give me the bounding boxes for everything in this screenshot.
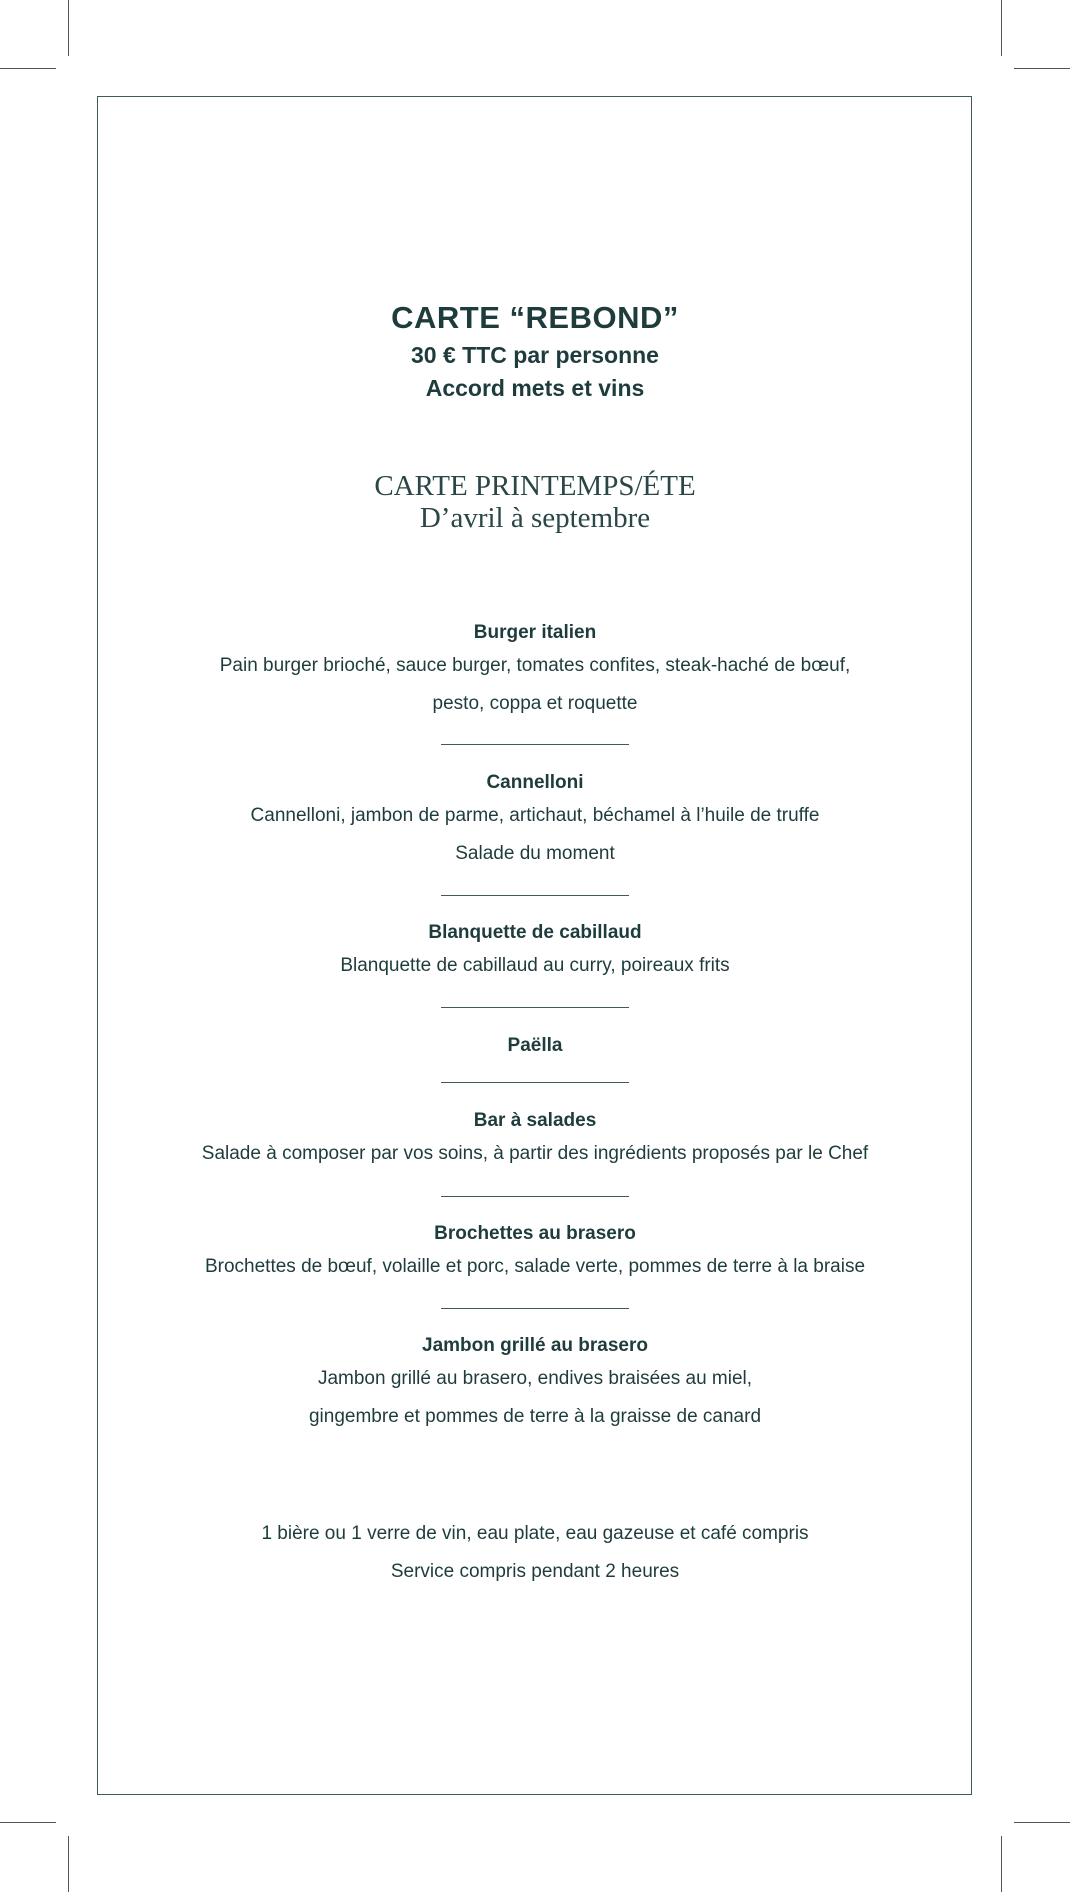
footer-service-duration: Service compris pendant 2 heures [390,1560,680,1582]
dish-name: Blanquette de cabillaud [428,922,642,943]
dish-description-line: Salade du moment [455,842,615,864]
crop-mark-top-left-vertical [68,0,69,56]
crop-mark-bottom-left-horizontal [0,1822,56,1823]
dish-item [0,1032,1070,1060]
dish-item [0,1107,1070,1173]
crop-mark-bottom-left-vertical [68,1836,69,1892]
dish-name: Brochettes au brasero [434,1223,636,1244]
dish-item [0,1220,1070,1286]
crop-mark-bottom-right-horizontal [1014,1822,1070,1823]
crop-mark-bottom-right-vertical [1001,1836,1002,1892]
dish-item [0,619,1070,722]
dish-description-line: Pain burger brioché, sauce burger, tomates confites, steak-haché de bœuf, [219,655,851,676]
dish-name: Paëlla [507,1035,563,1056]
dish-item [0,919,1070,985]
footer-drinks-included: 1 bière ou 1 verre de vin, eau plate, eau gazeuse et café compris [261,1523,809,1544]
dish-name: Jambon grillé au brasero [422,1335,648,1356]
season-period: D’avril à septembre [419,502,651,534]
dish-description-line: Brochettes de bœuf, volaille et porc, salade verte, pommes de terre à la braise [204,1256,866,1277]
dish-description-line: Blanquette de cabillaud au curry, poireaux frits [340,955,730,976]
menu-price: 30 € TTC par personne [411,342,659,368]
menu-pairing: Accord mets et vins [425,375,645,401]
crop-mark-top-right-vertical [1001,0,1002,56]
dish-divider [441,895,629,896]
dish-description-line: Cannelloni, jambon de parme, artichaut, béchamel à l’huile de truffe [250,805,820,826]
dish-item [0,1332,1070,1435]
dish-divider [441,744,629,745]
menu-footer [0,1515,1070,1590]
dish-item [0,769,1070,872]
dish-divider [441,1082,629,1083]
season-name: CARTE PRINTEMPS/ÉTE [374,470,696,502]
dish-divider [441,1196,629,1197]
dish-name: Bar à salades [473,1110,597,1131]
dish-name: Burger italien [473,622,597,643]
crop-mark-top-right-horizontal [1014,68,1070,69]
dish-description-line: Salade à composer par vos soins, à partir des ingrédients proposés par le Chef [201,1143,869,1164]
season-block [0,470,1070,534]
crop-mark-top-left-horizontal [0,68,56,69]
dish-divider [441,1007,629,1008]
dish-divider [441,1308,629,1309]
dish-description-line: pesto, coppa et roquette [432,692,638,714]
dish-description-line: Jambon grillé au brasero, endives braisées au miel, [317,1368,753,1389]
dish-name: Cannelloni [486,772,584,793]
menu-title: CARTE “REBOND” [391,300,679,335]
dish-description-line: gingembre et pommes de terre à la graisse de canard [308,1405,762,1427]
